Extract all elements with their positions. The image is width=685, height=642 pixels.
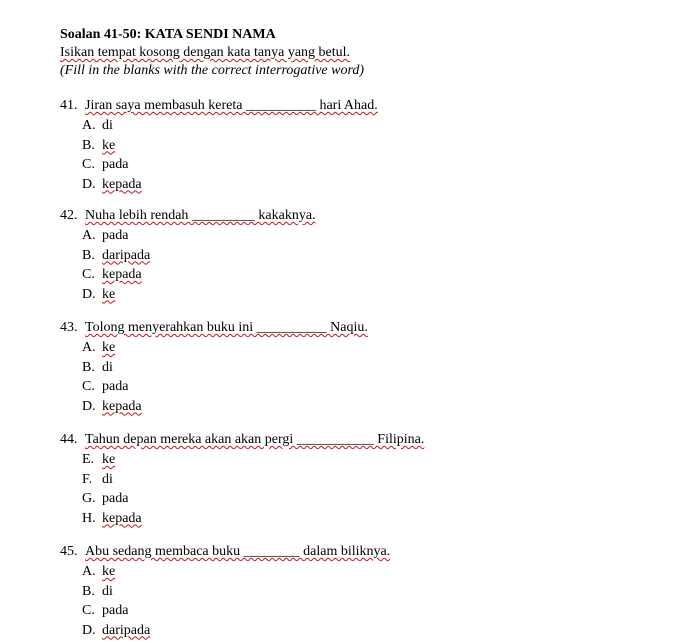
option-letter: F. [82, 471, 93, 487]
option-a [60, 226, 660, 246]
question-line [60, 96, 660, 116]
question-line [60, 430, 660, 450]
option-b [60, 246, 660, 266]
option-text: pada [102, 603, 129, 618]
option-text: di [102, 583, 113, 599]
option-c [60, 377, 660, 397]
option-letter: D. [82, 622, 96, 638]
option-a [60, 338, 660, 358]
option-text: kepada [102, 176, 142, 192]
option-text: di [102, 118, 113, 133]
option-letter: B. [82, 583, 95, 599]
option-d [60, 175, 660, 195]
question-45 [60, 542, 660, 640]
option-text: kepada [102, 510, 142, 526]
option-letter: A. [82, 564, 96, 579]
option-letter: A. [82, 340, 96, 355]
option-letter: C. [82, 157, 95, 172]
instruction-english: (Fill in the blanks with the correct interrogative word) [60, 63, 365, 78]
option-b [60, 358, 660, 378]
option-letter: D. [82, 286, 96, 302]
option-text: daripada [102, 247, 151, 263]
option-e [60, 450, 660, 470]
option-text: ke [102, 452, 116, 467]
question-line [60, 318, 660, 338]
option-letter: B. [82, 359, 95, 375]
question-44 [60, 430, 660, 528]
option-b [60, 136, 660, 156]
option-a [60, 116, 660, 136]
option-letter: C. [82, 603, 95, 618]
option-d [60, 397, 660, 417]
option-letter: D. [82, 398, 96, 414]
option-text: ke [102, 564, 116, 579]
option-letter: C. [82, 267, 95, 282]
option-d [60, 621, 660, 641]
question-text: Tahun depan mereka akan akan pergi ___________ Filipina. [85, 432, 425, 447]
option-letter: B. [82, 137, 95, 153]
question-text: Tolong menyerahkan buku ini __________ Naqiu. [85, 320, 368, 335]
option-letter: E. [82, 452, 95, 467]
section-title: Soalan 41-50: KATA SENDI NAMA [60, 27, 276, 42]
instruction-malay: Isikan tempat kosong dengan kata tanya yang betul. [60, 45, 351, 60]
option-text: ke [102, 340, 116, 355]
option-text: pada [102, 157, 129, 172]
option-letter: H. [82, 510, 96, 526]
option-letter: B. [82, 247, 95, 263]
option-text: pada [102, 379, 129, 394]
option-letter: A. [82, 228, 96, 243]
option-f [60, 470, 660, 490]
question-text: Nuha lebih rendah _________ kakaknya. [85, 208, 316, 223]
question-text: Abu sedang membaca buku ________ dalam biliknya. [85, 544, 391, 559]
question-number: 42. [60, 208, 78, 223]
option-text: di [102, 471, 113, 487]
option-text: pada [102, 491, 129, 506]
option-letter: C. [82, 379, 95, 394]
question-text: Jiran saya membasuh kereta __________ hari Ahad. [85, 98, 378, 113]
option-h [60, 509, 660, 529]
option-text: ke [102, 137, 116, 153]
option-text: kepada [102, 398, 142, 414]
question-number: 43. [60, 320, 78, 335]
option-b [60, 582, 660, 602]
option-text: daripada [102, 622, 151, 638]
option-g [60, 489, 660, 509]
option-text: di [102, 359, 113, 375]
option-text: pada [102, 228, 129, 243]
question-42 [60, 206, 660, 304]
option-text: ke [102, 286, 116, 302]
question-43 [60, 318, 660, 416]
question-line [60, 206, 660, 226]
option-d [60, 285, 660, 305]
option-letter: A. [82, 118, 96, 133]
worksheet-page [60, 26, 660, 638]
option-letter: G. [82, 491, 96, 506]
option-c [60, 155, 660, 175]
option-c [60, 601, 660, 621]
question-41 [60, 96, 660, 194]
question-number: 41. [60, 98, 78, 113]
option-c [60, 265, 660, 285]
question-line [60, 542, 660, 562]
question-number: 45. [60, 544, 78, 559]
question-number: 44. [60, 432, 78, 447]
option-letter: D. [82, 176, 96, 192]
option-text: kepada [102, 267, 142, 282]
option-a [60, 562, 660, 582]
